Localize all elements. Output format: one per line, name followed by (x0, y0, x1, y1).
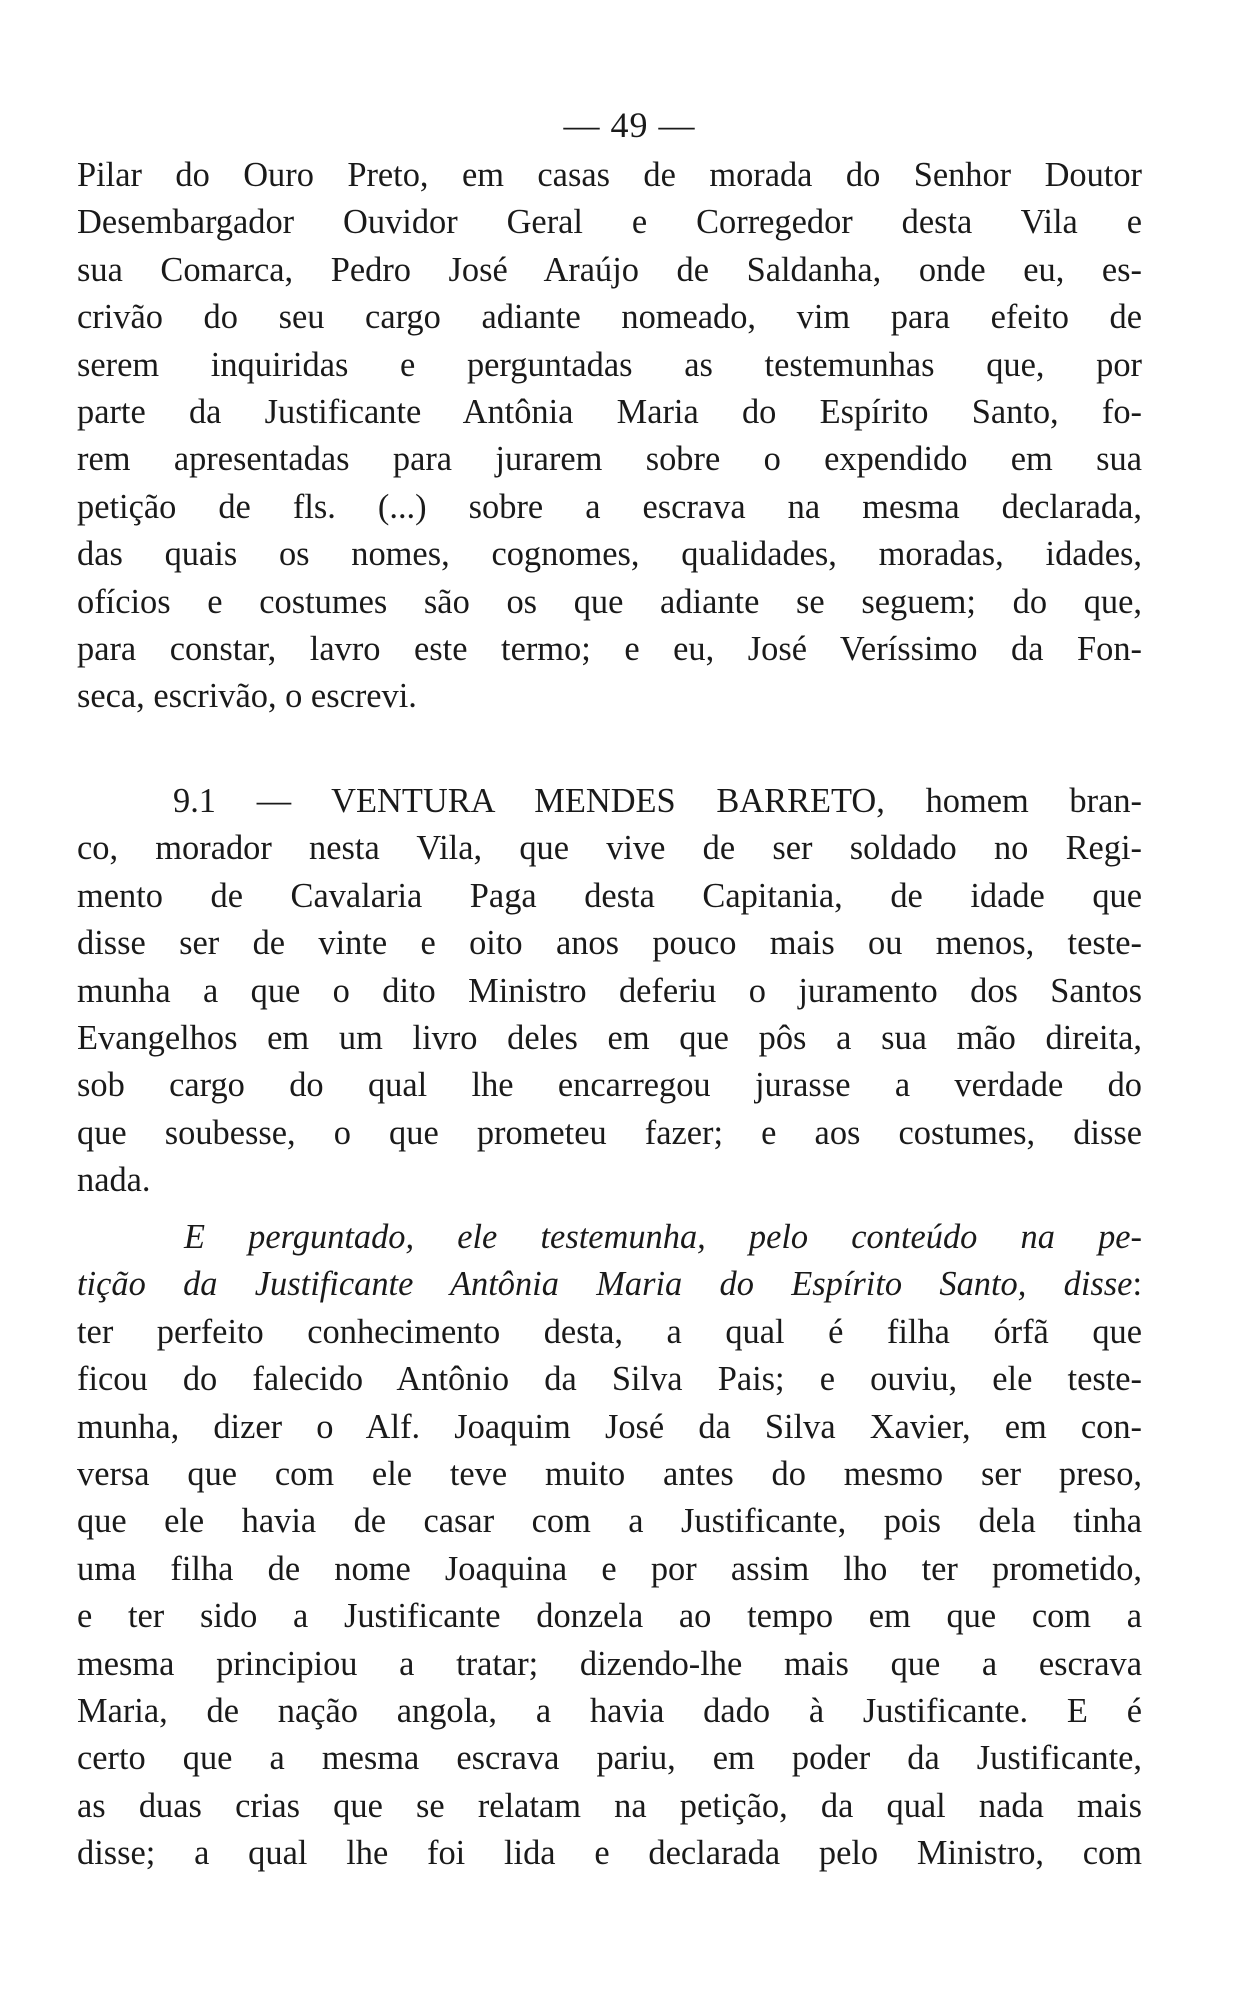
text-line: mesma principiou a tratar; dizendo-lhe mais que a escrava (77, 1644, 1142, 1683)
text-line: sua Comarca, Pedro José Araújo de Saldanha, onde eu, es- (77, 250, 1142, 289)
text-line: munha a que o dito Ministro deferiu o juramento dos Santos (77, 971, 1142, 1010)
text-line: ofícios e costumes são os que adiante se seguem; do que, (77, 582, 1142, 621)
text-line: nada. (77, 1161, 151, 1200)
text-line: petição de fls. (...) sobre a escrava na mesma declarada, (77, 487, 1142, 526)
text-line: rem apresentadas para jurarem sobre o expendido em sua (77, 440, 1142, 479)
text-line: munha, dizer o Alf. Joaquim José da Silva Xavier, em con- (77, 1407, 1142, 1446)
page-number: — 49 — (563, 105, 696, 145)
text-line-italic: E perguntado, ele testemunha, pelo conteúdo na pe- (184, 1218, 1142, 1256)
text-line: co, morador nesta Vila, que vive de ser soldado no Regi- (77, 829, 1142, 868)
text-line: parte da Justificante Antônia Maria do Espírito Santo, fo- (77, 392, 1142, 431)
text-line-mixed (77, 1261, 1142, 1308)
colon: : (1132, 1265, 1142, 1304)
text-line: ficou do falecido Antônio da Silva Pais; e ouviu, ele teste- (77, 1360, 1142, 1399)
text-line: disse ser de vinte e oito anos pouco mais ou menos, teste- (77, 924, 1142, 963)
text-line: versa que com ele teve muito antes do mesmo ser preso, (77, 1454, 1142, 1493)
paragraph-testimony (77, 1214, 1142, 1877)
text-line: as duas crias que se relatam na petição, da qual nada mais (77, 1786, 1142, 1825)
paragraph-witness-9-1 (77, 778, 1142, 1205)
text-line: para constar, lavro este termo; e eu, José Veríssimo da Fon- (77, 629, 1142, 668)
text-line: mento de Cavalaria Paga desta Capitania, de idade que (77, 876, 1142, 915)
italic-phrase: tição da Justificante Antônia Maria do Espírito Santo, disse (77, 1265, 1133, 1304)
text-line: Maria, de nação angola, a havia dado à Justificante. E é (77, 1691, 1142, 1730)
text-line: Pilar do Ouro Preto, em casas de morada do Senhor Doutor (77, 156, 1142, 194)
text-line: Desembargador Ouvidor Geral e Corregedor desta Vila e (77, 203, 1142, 242)
paragraph-opening-record (77, 152, 1142, 721)
text-line: ter perfeito conhecimento desta, a qual é filha órfã que (77, 1312, 1142, 1351)
text-line: serem inquiridas e perguntadas as testemunhas que, por (77, 345, 1142, 384)
text-line: certo que a mesma escrava pariu, em poder da Justificante, (77, 1739, 1142, 1778)
text-line: e ter sido a Justificante donzela ao tempo em que com a (77, 1597, 1142, 1636)
text-line: seca, escrivão, o escrevi. (77, 677, 417, 716)
text-line: das quais os nomes, cognomes, qualidades, moradas, idades, (77, 535, 1142, 574)
text-line: que ele havia de casar com a Justificante, pois dela tinha (77, 1502, 1142, 1541)
text-line: sob cargo do qual lhe encarregou jurasse a verdade do (77, 1066, 1142, 1105)
text-line: que soubesse, o que prometeu fazer; e aos costumes, disse (77, 1113, 1142, 1152)
text-line: crivão do seu cargo adiante nomeado, vim para efeito de (77, 298, 1142, 337)
text-line: Evangelhos em um livro deles em que pôs a sua mão direita, (77, 1018, 1142, 1057)
text-line: disse; a qual lhe foi lida e declarada pelo Ministro, com (77, 1834, 1142, 1873)
text-line: 9.1 — VENTURA MENDES BARRETO, homem bran- (173, 782, 1142, 820)
text-line: uma filha de nome Joaquina e por assim lho ter prometido, (77, 1549, 1142, 1588)
